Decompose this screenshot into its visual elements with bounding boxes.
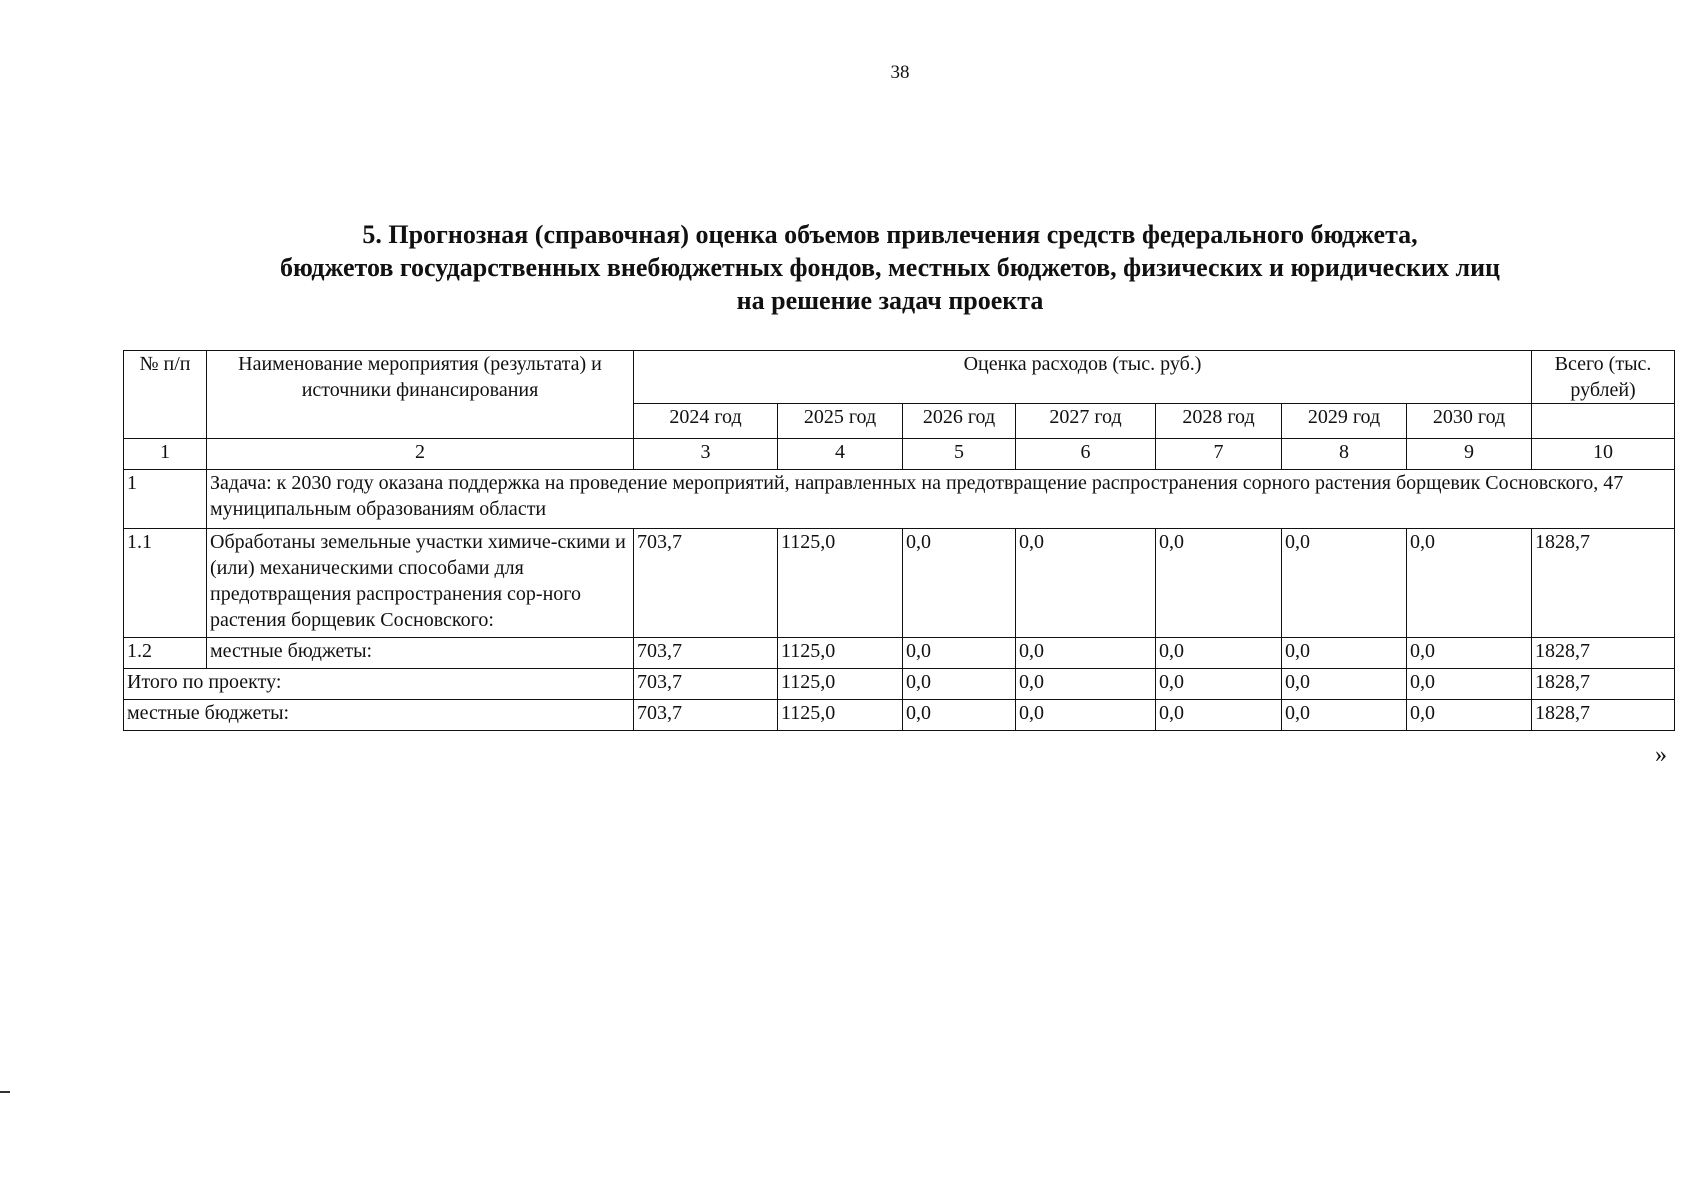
- row-value: 0,0: [1016, 700, 1156, 731]
- row-value: 0,0: [1282, 669, 1407, 700]
- row-name: местные бюджеты:: [207, 638, 634, 669]
- table-row: [124, 529, 1675, 638]
- row-value: 0,0: [1407, 700, 1532, 731]
- section-title: [190, 218, 1590, 317]
- row-value: 703,7: [634, 529, 778, 638]
- row-value: 0,0: [903, 529, 1016, 638]
- scan-edge-mark: [0, 1091, 10, 1093]
- row-value: 1125,0: [778, 529, 903, 638]
- column-number: 3: [634, 439, 778, 470]
- summary-label: Итого по проекту:: [124, 669, 634, 700]
- header-total: Всего (тыс. рублей): [1532, 351, 1675, 404]
- task-text: Задача: к 2030 году оказана поддержка на проведение мероприятий, направленных на предотвращение распространения сорного растения борщевик Сосновского, 47 муниципальным образованиям области: [207, 470, 1675, 529]
- row-value: 0,0: [1156, 669, 1282, 700]
- header-year: 2028 год: [1156, 404, 1282, 439]
- column-number: 5: [903, 439, 1016, 470]
- row-value: 0,0: [1282, 529, 1407, 638]
- row-value: 0,0: [1016, 529, 1156, 638]
- closing-quote-mark: »: [1655, 742, 1667, 768]
- row-value: 0,0: [1016, 638, 1156, 669]
- section-title-line-3: на решение задач проекта: [736, 286, 1044, 315]
- header-year: 2025 год: [778, 404, 903, 439]
- header-year: 2026 год: [903, 404, 1016, 439]
- row-value: 0,0: [1282, 700, 1407, 731]
- row-num: 1.1: [124, 529, 207, 638]
- header-year: 2030 год: [1407, 404, 1532, 439]
- row-value: 0,0: [1016, 669, 1156, 700]
- row-value: 1125,0: [778, 638, 903, 669]
- page-number: 38: [890, 62, 910, 83]
- column-number: 4: [778, 439, 903, 470]
- row-value: 0,0: [1156, 529, 1282, 638]
- column-number: 1: [124, 439, 207, 470]
- section-title-line-1: 5. Прогнозная (справочная) оценка объемов привлечения средств федерального бюджета,: [362, 220, 1418, 249]
- column-number: 10: [1532, 439, 1675, 470]
- summary-label: местные бюджеты:: [124, 700, 634, 731]
- row-value: 0,0: [1407, 529, 1532, 638]
- summary-row-local-budgets: [124, 700, 1675, 731]
- row-total: 1828,7: [1532, 529, 1675, 638]
- task-row: [124, 470, 1675, 529]
- row-value: 703,7: [634, 700, 778, 731]
- header-num: № п/п: [124, 351, 207, 439]
- summary-row-total: [124, 669, 1675, 700]
- task-num: 1: [124, 470, 207, 529]
- row-total: 1828,7: [1532, 700, 1675, 731]
- row-value: 0,0: [903, 700, 1016, 731]
- header-total-blank: [1532, 404, 1675, 439]
- column-number: 9: [1407, 439, 1532, 470]
- funding-estimate-table: [123, 350, 1675, 731]
- row-value: 0,0: [1282, 638, 1407, 669]
- table-row: [124, 638, 1675, 669]
- column-number: 6: [1016, 439, 1156, 470]
- row-total: 1828,7: [1532, 638, 1675, 669]
- row-total: 1828,7: [1532, 669, 1675, 700]
- column-number: 7: [1156, 439, 1282, 470]
- row-value: 0,0: [1407, 638, 1532, 669]
- row-name: Обработаны земельные участки химиче-скими и (или) механическими способами для предотвращения распространения сор-ного растения борщевик Сосновского:: [207, 529, 634, 638]
- row-value: 0,0: [903, 638, 1016, 669]
- section-title-line-2: бюджетов государственных внебюджетных фондов, местных бюджетов, физических и юридических лиц: [279, 253, 1501, 282]
- header-year: 2027 год: [1016, 404, 1156, 439]
- row-value: 0,0: [1156, 638, 1282, 669]
- row-value: 0,0: [1156, 700, 1282, 731]
- header-estimate: Оценка расходов (тыс. руб.): [634, 351, 1532, 404]
- column-number: 8: [1282, 439, 1407, 470]
- header-year: 2029 год: [1282, 404, 1407, 439]
- row-num: 1.2: [124, 638, 207, 669]
- row-value: 703,7: [634, 669, 778, 700]
- column-number: 2: [207, 439, 634, 470]
- row-value: 0,0: [1407, 669, 1532, 700]
- row-value: 703,7: [634, 638, 778, 669]
- row-value: 0,0: [903, 669, 1016, 700]
- header-year: 2024 год: [634, 404, 778, 439]
- header-row: [124, 351, 1675, 404]
- row-value: 1125,0: [778, 669, 903, 700]
- row-value: 1125,0: [778, 700, 903, 731]
- header-name: Наименование мероприятия (результата) и источники финансирования: [207, 351, 634, 439]
- column-number-row: [124, 439, 1675, 470]
